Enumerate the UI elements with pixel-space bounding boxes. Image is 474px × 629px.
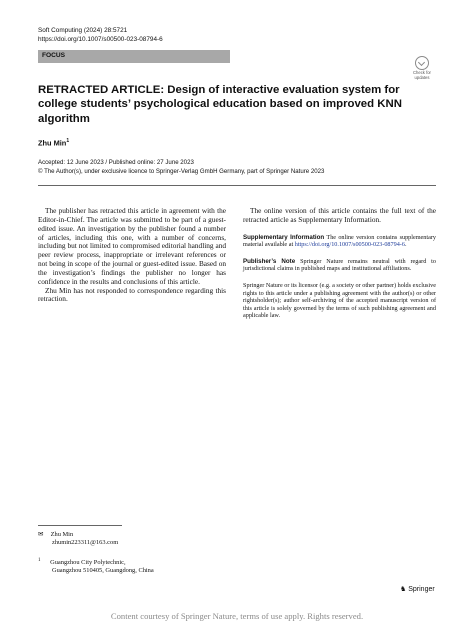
springer-horse-icon: ♞ [400, 586, 407, 593]
check-for-updates-badge[interactable] [409, 56, 435, 78]
badge-line1: Check for [413, 70, 431, 75]
article-title: RETRACTED ARTICLE: Design of interactive evaluation system for college students’ psychological education based on improved KNN algorithm [38, 84, 402, 125]
publisher-note-label: Publisher’s Note [243, 257, 296, 265]
publisher-note [243, 258, 436, 273]
right-column [243, 207, 436, 320]
publisher-note-text: Springer Nature remains neutral with regard to jurisdictional claims in published maps and institutional affiliations. [243, 257, 436, 273]
header-divider [38, 185, 436, 186]
journal-citation: Soft Computing (2024) 28:5721 [38, 27, 128, 34]
author-affiliation-mark: 1 [66, 138, 70, 144]
dates-line: Accepted: 12 June 2023 / Published online: 27 June 2023 [38, 159, 194, 166]
supplementary-info: Supplementary Information The online version contains supplementary material available at https://doi.org/10.1007/s00500-023-08794-6. [243, 233, 436, 249]
left-column [38, 207, 226, 304]
journal-header [38, 27, 163, 44]
journal-doi[interactable]: https://doi.org/10.1007/s00500-023-08794-6 [38, 35, 163, 43]
supplementary-link[interactable]: https://doi.org/10.1007/s00500-023-08794-6 [294, 241, 405, 249]
section-label: FOCUS [42, 52, 66, 59]
corresponding-author-email[interactable]: zhumin223311@163.com [52, 539, 119, 547]
license-paragraph: Springer Nature or its licensor (e.g. a society or other partner) holds exclusive rights to this article under a publishing agreement with the author(s) or other rightsholder(s); author self-archiving of the accepted manuscript version of this article is solely governed by the terms of such publishing agreement and applicable law. [243, 282, 436, 320]
author-name[interactable]: Zhu Min [38, 138, 67, 148]
check-for-updates-icon [415, 56, 429, 70]
section-bar [38, 50, 230, 63]
copyright-line: © The Author(s), under exclusive licence to Springer-Verlag GmbH Germany, part of Springer Nature 2023 [38, 167, 325, 175]
author-line [38, 138, 69, 147]
badge-line2: updates [414, 74, 430, 80]
affiliation-number: 1 [38, 557, 41, 563]
affiliation-line2: Guangzhou 510405, Guangdong, China [52, 567, 154, 575]
supplementary-text: The online version contains supplementary material available at [243, 233, 436, 249]
footnote [38, 531, 154, 575]
envelope-icon: ✉ [38, 531, 44, 538]
retraction-paragraph: The publisher has retracted this article in agreement with the Editor-in-Chief. The article was submitted to be part of a guest-edited issue. An investigation by the publisher found a number of articles, including this one, with a number of concerns, including but not limited to compromised editorial handling and peer review process, inappropriate or irrelevant references or not being in scope of the journal or guest-edited issue. Based on the investigation’s findings the publisher no longer has confidence in the results and conclusions of this article. [38, 206, 226, 286]
corresponding-author-name: Zhu Min [50, 531, 74, 538]
publisher-logo-text: Springer [408, 586, 435, 593]
supplementary-label: Supplementary Information [243, 233, 325, 241]
footnote-divider [38, 525, 122, 526]
affiliation-line1: Guangzhou City Polytechnic, [50, 558, 126, 566]
online-version-paragraph: The online version of this article contains the full text of the retracted article as Supplementary Information. [243, 206, 436, 224]
author-response-paragraph: Zhu Min has not responded to correspondence regarding this retraction. [38, 285, 226, 304]
article-dates [38, 159, 324, 176]
courtesy-notice: Content courtesy of Springer Nature, terms of use apply. Rights reserved. [110, 611, 364, 621]
publisher-logo [400, 585, 435, 593]
